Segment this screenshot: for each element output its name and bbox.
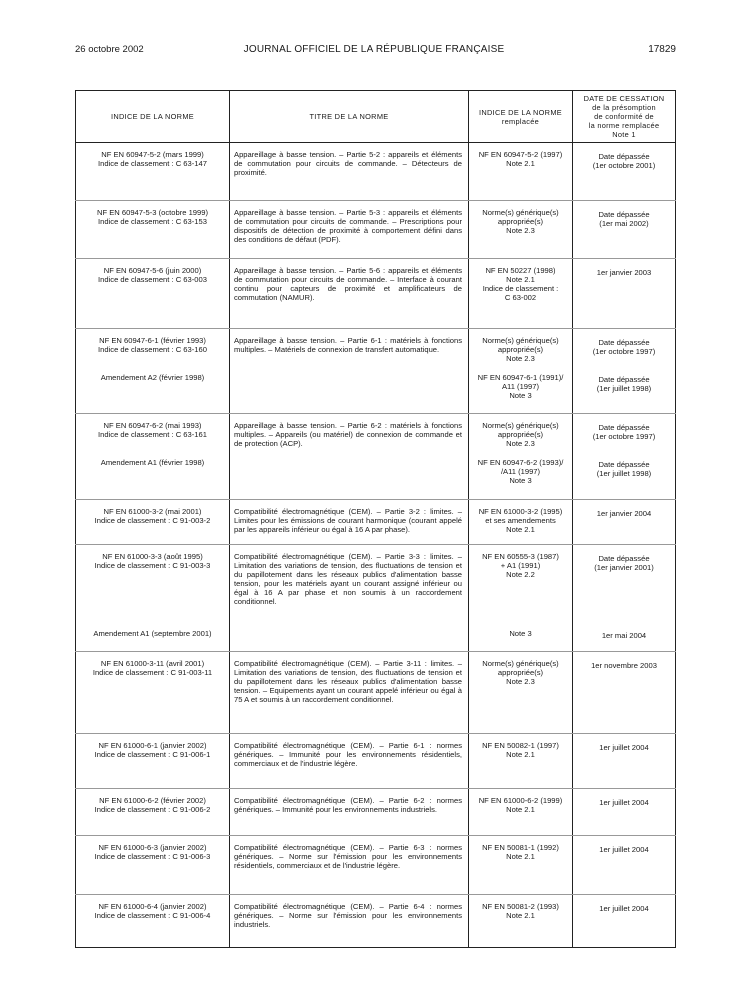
table-row <box>76 329 676 414</box>
norm-title-cell: Appareillage à basse tension. – Partie 6-2 : matériels à fonctions multiples. – Appareils (ou matériel) de connexion de commande et de protection (ACP). <box>230 414 469 500</box>
amendment-label: Amendement A1 (septembre 2001) <box>93 629 212 638</box>
amendment-replaced: NF EN 60947-6-2 (1993)/ /A11 (1997) Note 3 <box>477 458 564 485</box>
header-journal-title: JOURNAL OFFICIEL DE LA RÉPUBLIQUE FRANÇAISE <box>243 44 505 55</box>
table-row <box>76 259 676 329</box>
cessation-date-cell: Date dépassée (1er octobre 1997) Date dépassée (1er juillet 1998) <box>573 329 676 414</box>
replaced-norm-cell: NF EN 50227 (1998) Note 2.1 Indice de classement : C 63-002 <box>469 259 573 329</box>
replaced-norm-cell: Norme(s) générique(s) appropriée(s) Note 2.3 NF EN 60947-6-1 (1991)/ A11 (1997) Note 3 <box>469 329 573 414</box>
norm-index-cell: NF EN 61000-6-4 (janvier 2002) Indice de classement : C 91-006-4 <box>76 895 230 948</box>
amendment-cessation: Date dépassée (1er juillet 1998) <box>596 460 652 478</box>
norm-title-cell: Compatibilité électromagnétique (CEM). – Partie 6-2 : normes génériques. – Immunité pour les environnements industriels. <box>230 789 469 836</box>
table-row <box>76 652 676 734</box>
replaced-norm-cell: Norme(s) générique(s) appropriée(s) Note 2.3 NF EN 60947-6-2 (1993)/ /A11 (1997) Note 3 <box>469 414 573 500</box>
cessation-date-cell: Date dépassée (1er octobre 2001) <box>573 143 676 201</box>
col-header-index: INDICE DE LA NORME <box>76 91 230 143</box>
replaced-norm-cell: NF EN 50082-1 (1997) Note 2.1 <box>469 734 573 789</box>
cessation-date-cell: Date dépassée (1er janvier 2001) 1er mai 2004 <box>573 545 676 652</box>
norm-title-cell: Compatibilité électromagnétique (CEM). – Partie 3-11 : limites. – Limitation des variations de tension, des fluctuations de tension et du papillotement dans les réseaux publics d'alimentation basse tension. – Equipements ayant un courant appelé inférieur ou égal à 75 A et soumis à un raccordement conditionnel. <box>230 652 469 734</box>
norm-index-cell: NF EN 61000-3-2 (mai 2001) Indice de classement : C 91-003-2 <box>76 500 230 545</box>
amendment-replaced: NF EN 60947-6-1 (1991)/ A11 (1997) Note 3 <box>477 373 564 400</box>
cessation-date-cell: 1er juillet 2004 <box>573 789 676 836</box>
norm-title-cell: Compatibilité électromagnétique (CEM). – Partie 6-4 : normes génériques. – Norme sur l'émission pour les environnements industriels. <box>230 895 469 948</box>
norm-title-cell: Compatibilité électromagnétique (CEM). – Partie 6-1 : normes génériques. – Immunité pour les environnements résidentiels, commerciaux et de l'industrie légère. <box>230 734 469 789</box>
table-header-row <box>76 91 676 143</box>
cessation-date-cell: 1er janvier 2004 <box>573 500 676 545</box>
replaced-norm-cell: Norme(s) générique(s) appropriée(s) Note 2.3 <box>469 201 573 259</box>
table-row <box>76 500 676 545</box>
col-header-replaced: INDICE DE LA NORME remplacée <box>469 91 573 143</box>
page-header <box>0 44 748 60</box>
replaced-norm-cell: NF EN 50081-2 (1993) Note 2.1 <box>469 895 573 948</box>
norm-index-cell: NF EN 60947-5-3 (octobre 1999) Indice de classement : C 63-153 <box>76 201 230 259</box>
table-row <box>76 143 676 201</box>
cessation-date-cell: 1er janvier 2003 <box>573 259 676 329</box>
amendment-cessation: Date dépassée (1er juillet 1998) <box>596 375 652 393</box>
replaced-norm-cell: NF EN 60947-5-2 (1997) Note 2.1 <box>469 143 573 201</box>
amendment-label: Amendement A1 (février 1998) <box>100 458 205 467</box>
cessation-date-cell: Date dépassée (1er octobre 1997) Date dépassée (1er juillet 1998) <box>573 414 676 500</box>
replaced-norm-cell: NF EN 61000-3-2 (1995) et ses amendements Note 2.1 <box>469 500 573 545</box>
norm-title-cell: Appareillage à basse tension. – Partie 5-2 : appareils et éléments de commutation pour circuits de commande. – Détecteurs de proximité. <box>230 143 469 201</box>
norm-index-cell: NF EN 61000-6-1 (janvier 2002) Indice de classement : C 91-006-1 <box>76 734 230 789</box>
norm-title-cell: Appareillage à basse tension. – Partie 5-3 : appareils et éléments de commutation pour circuits de commande. – Prescriptions pour dispositifs de détection de proximité à comportement défini dans des conditions de défaut (PDF). <box>230 201 469 259</box>
norm-index-cell: NF EN 60947-5-2 (mars 1999) Indice de classement : C 63-147 <box>76 143 230 201</box>
col-header-title: TITRE DE LA NORME <box>230 91 469 143</box>
table-row <box>76 789 676 836</box>
table-row <box>76 895 676 948</box>
norm-title-cell: Appareillage à basse tension. – Partie 6-1 : matériels à fonctions multiples. – Matériels de connexion de transfert automatique. <box>230 329 469 414</box>
cessation-date-cell: Date dépassée (1er mai 2002) <box>573 201 676 259</box>
replaced-norm-cell: NF EN 61000-6-2 (1999) Note 2.1 <box>469 789 573 836</box>
norm-title-cell: Appareillage à basse tension. – Partie 5-6 : appareils et éléments de commutation pour circuits de commande. – Interface à courant continu pour capteurs de proximité et amplificateurs de commutation (NAMUR). <box>230 259 469 329</box>
table-row <box>76 734 676 789</box>
norm-index-cell: NF EN 61000-3-3 (août 1995) Indice de classement : C 91-003-3 Amendement A1 (septembre 2001) <box>76 545 230 652</box>
norm-index-cell: NF EN 61000-6-3 (janvier 2002) Indice de classement : C 91-006-3 <box>76 836 230 895</box>
cessation-date-cell: 1er juillet 2004 <box>573 836 676 895</box>
norm-title-cell: Compatibilité électromagnétique (CEM). – Partie 3-3 : limites. – Limitation des variations de tension, des fluctuations de tension et du papillotement dans les réseaux publics d'alimentation basse tension, pour les matériels ayant un courant assigné inférieur ou égal à 16 A par phase et non soumis à un raccordement conditionnel. <box>230 545 469 652</box>
replaced-norm-cell: NF EN 50081-1 (1992) Note 2.1 <box>469 836 573 895</box>
replaced-norm-cell: NF EN 60555-3 (1987) + A1 (1991) Note 2.2 Note 3 <box>469 545 573 652</box>
cessation-date-cell: 1er novembre 2003 <box>573 652 676 734</box>
norm-index-cell: NF EN 61000-3-11 (avril 2001) Indice de classement : C 91-003-11 <box>76 652 230 734</box>
cessation-date-cell: 1er juillet 2004 <box>573 895 676 948</box>
norm-title-cell: Compatibilité électromagnétique (CEM). – Partie 6-3 : normes génériques. – Norme sur l'émission pour les environnements résidentiels, commerciaux et de l'industrie légère. <box>230 836 469 895</box>
table-row <box>76 414 676 500</box>
cessation-date-cell: 1er juillet 2004 <box>573 734 676 789</box>
norm-index-cell: NF EN 60947-5-6 (juin 2000) Indice de classement : C 63-003 <box>76 259 230 329</box>
norm-index-cell: NF EN 60947-6-1 (février 1993) Indice de classement : C 63-160 Amendement A2 (février 1998) <box>76 329 230 414</box>
header-page-number: 17829 <box>648 44 676 55</box>
amendment-label: Amendement A2 (février 1998) <box>100 373 205 382</box>
header-date: 26 octobre 2002 <box>75 44 144 55</box>
norm-index-cell: NF EN 60947-6-2 (mai 1993) Indice de classement : C 63-161 Amendement A1 (février 1998) <box>76 414 230 500</box>
table-row <box>76 836 676 895</box>
amendment-replaced: Note 3 <box>509 629 532 638</box>
standards-table <box>75 90 676 948</box>
table-row <box>76 201 676 259</box>
norm-index-cell: NF EN 61000-6-2 (février 2002) Indice de classement : C 91-006-2 <box>76 789 230 836</box>
table-row <box>76 545 676 652</box>
amendment-cessation: 1er mai 2004 <box>601 631 647 640</box>
norm-title-cell: Compatibilité électromagnétique (CEM). – Partie 3-2 : limites. – Limites pour les émissions de courant harmonique (courant appelé par les appareils inférieur ou égal à 16 A par phase). <box>230 500 469 545</box>
replaced-norm-cell: Norme(s) générique(s) appropriée(s) Note 2.3 <box>469 652 573 734</box>
col-header-cessation: DATE DE CESSATION de la présomption de conformité de la norme remplacée Note 1 <box>573 91 676 143</box>
